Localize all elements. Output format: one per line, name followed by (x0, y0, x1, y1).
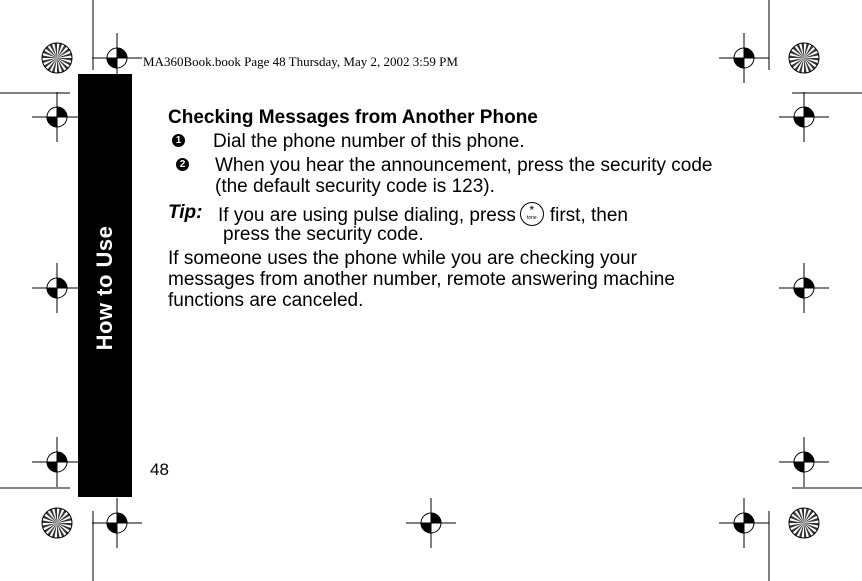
section-title: Checking Messages from Another Phone (168, 107, 538, 128)
registration-crosshair-icon (719, 498, 769, 548)
registration-crosshair-icon (92, 498, 142, 548)
registration-crosshair-icon (32, 437, 82, 487)
registration-crosshair-icon (32, 263, 82, 313)
star-key-sub: tone (526, 215, 537, 221)
star-tone-key-icon (520, 202, 544, 226)
registration-crosshair-icon (719, 33, 769, 83)
tip-line-1-before: If you are using pulse dialing, press (218, 205, 516, 226)
step-2-marker: 2 (176, 158, 189, 171)
starburst-target-icon (42, 43, 72, 73)
registration-crosshair-icon (779, 437, 829, 487)
starburst-target-icon (789, 508, 819, 538)
star-key-symbol: * (529, 203, 535, 217)
tip-label: Tip: (168, 202, 203, 223)
step-1-marker: 1 (172, 134, 185, 147)
registration-crosshair-icon (406, 498, 456, 548)
starburst-target-icon (789, 43, 819, 73)
registration-crosshair-icon (779, 92, 829, 142)
tip-line-1-after: first, then (549, 205, 628, 226)
step-1-text: Dial the phone number of this phone. (213, 131, 525, 152)
print-header: MA360Book.book Page 48 Thursday, May 2, 2002 3:59 PM (143, 54, 458, 69)
step-2-text: When you hear the announcement, press the security code (the default security code is 123). (215, 155, 713, 197)
side-tab-label: How to Use (92, 225, 117, 351)
starburst-target-icon (42, 508, 72, 538)
body-paragraph: If someone uses the phone while you are checking your messages from another number, remote answering machine functions are canceled. (168, 248, 675, 311)
tip-line-2: press the security code. (223, 224, 424, 245)
page-number: 48 (150, 460, 169, 479)
registration-crosshair-icon (779, 263, 829, 313)
registration-crosshair-icon (32, 92, 82, 142)
